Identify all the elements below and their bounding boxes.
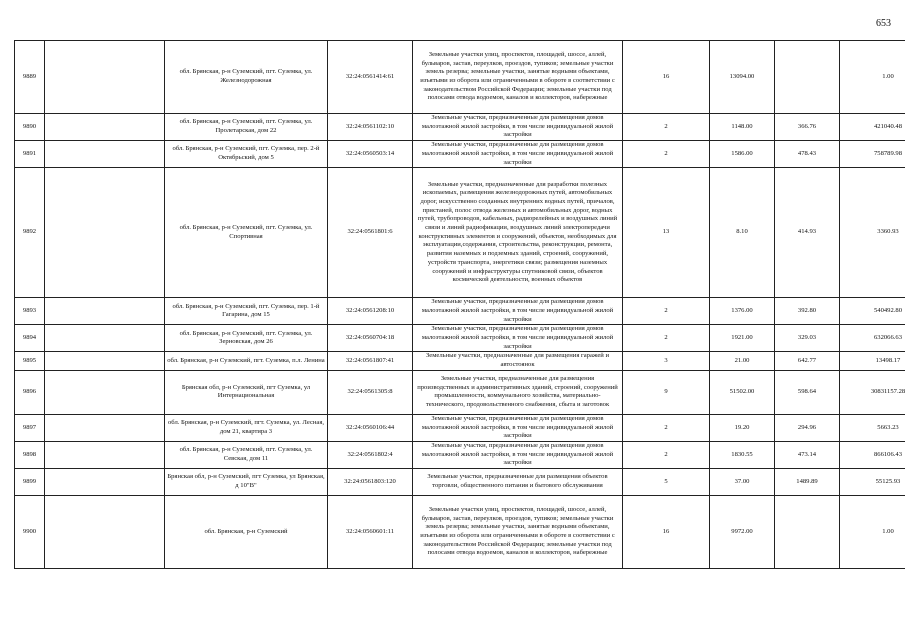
cadastral-value-cell: 421040.48: [840, 114, 905, 141]
land-use-cell: Земельные участки, предназначенные для размещения производственных и административных зданий, строений, сооружений промышленности, коммунального хозяйства, материально-технического, продовольственного снабжения, сбыта и заготовок: [413, 370, 623, 414]
row-number: 9897: [15, 414, 45, 441]
area-cell: 1376.00: [710, 298, 775, 325]
address-cell: обл. Брянская, р-н Суземский, пгт. Суземка, пер. 2-й Октябрьский, дом 5: [165, 141, 328, 168]
table-row: [15, 114, 905, 141]
land-use-cell: Земельные участки, предназначенные для разработки полезных ископаемых, размещения железнодорожных путей, автомобильных дорог, искусственно созданных внутренних водных путей, причалов, пристаней, полос отвода железных и автомобильных дорог, водных путей, трубопроводов, кабельных, радиорелейных и воздушных линий связи и линий радиофикации, воздушных линий электропередачи конструктивных элементов и сооружений, объектов, необходимых для эксплуатации,содержания, строительства, реконструкции, ремонта, развития наземных и подземных зданий, строений, сооружений, устройств транспорта, энергетики связи; размещения наземных сооружений и инфраструктуры спутниковой связи, объектов космической деятельности, военных объектов: [413, 168, 623, 298]
address-cell: обл. Брянская, р-н Суземский, пгт. Суземка, ул. Железнодорожная: [165, 41, 328, 114]
cadastral-number-cell: 32:24:0560503:14: [328, 141, 413, 168]
specific-value-cell: 329.03: [775, 325, 840, 352]
address-cell: Брянская обл, р-н Суземский, пгт Суземка, ул Брянская, д 10"В": [165, 469, 328, 496]
specific-value-cell: 1489.89: [775, 469, 840, 496]
land-use-cell: Земельные участки улиц, проспектов, площадей, шоссе, аллей, бульваров, застав, переулков, проездов, тупиков; земельные участки земель резерва; земельные участки, занятые водными объектами, изъятыми из оборота или ограниченными в обороте в соответствии с законодательством Российской Федерации; земельные участки под полосами отвода водоемов, каналов и коллекторов, набережные: [413, 41, 623, 114]
blank-cell: [45, 114, 165, 141]
table-row: [15, 325, 905, 352]
blank-cell: [45, 325, 165, 352]
land-use-cell: Земельные участки, предназначенные для размещения домов малоэтажной жилой застройки, в том числе индивидуальной жилой застройки: [413, 441, 623, 468]
group-number-cell: 2: [623, 141, 710, 168]
land-use-cell: Земельные участки, предназначенные для размещения домов малоэтажной жилой застройки, в том числе индивидуальной жилой застройки: [413, 298, 623, 325]
land-use-cell: Земельные участки, предназначенные для размещения домов малоэтажной жилой застройки, в том числе индивидуальной жилой застройки: [413, 414, 623, 441]
cadastral-number-cell: 32:24:0561801:6: [328, 168, 413, 298]
cadastral-value-cell: 866106.43: [840, 441, 905, 468]
blank-cell: [45, 441, 165, 468]
land-use-cell: Земельные участки, предназначенные для размещения объектов торговли, общественного питания и бытового обслуживания: [413, 469, 623, 496]
specific-value-cell: [775, 496, 840, 569]
row-number: 9896: [15, 370, 45, 414]
cadastral-value-cell: 30831157.28: [840, 370, 905, 414]
cadastral-number-cell: 32:24:0561803:120: [328, 469, 413, 496]
area-cell: 1921.00: [710, 325, 775, 352]
land-use-cell: Земельные участки, предназначенные для размещения домов малоэтажной жилой застройки, в том числе индивидуальной жилой застройки: [413, 325, 623, 352]
cadastral-number-cell: 32:24:0561305:8: [328, 370, 413, 414]
cadastral-number-cell: 32:24:0560601:11: [328, 496, 413, 569]
cadastral-value-cell: 3360.93: [840, 168, 905, 298]
blank-cell: [45, 496, 165, 569]
row-number: 9889: [15, 41, 45, 114]
blank-cell: [45, 370, 165, 414]
cadastral-number-cell: 32:24:0561807:41: [328, 352, 413, 370]
address-cell: обл. Брянская, р-н Суземский, пгт. Суземка, ул. Севская, дом 11: [165, 441, 328, 468]
row-number: 9895: [15, 352, 45, 370]
cadastral-number-cell: 32:24:0560106:44: [328, 414, 413, 441]
cadastral-number-cell: 32:24:0561208:10: [328, 298, 413, 325]
land-use-cell: Земельные участки улиц, проспектов, площадей, шоссе, аллей, бульваров, застав, переулков, проездов, тупиков; земельные участки земель резерва; земельные участки, занятые водными объектами, изъятыми из оборота или ограниченными в обороте в соответствии с законодательством Российской Федерации; земельные участки под полосами отвода водоемов, каналов и коллекторов, набережные: [413, 496, 623, 569]
specific-value-cell: 478.43: [775, 141, 840, 168]
area-cell: 1830.55: [710, 441, 775, 468]
group-number-cell: 2: [623, 114, 710, 141]
cadastral-value-cell: 5663.23: [840, 414, 905, 441]
group-number-cell: 16: [623, 41, 710, 114]
row-number: 9898: [15, 441, 45, 468]
area-cell: 1148.00: [710, 114, 775, 141]
address-cell: обл. Брянская, р-н Суземский, пгт. Суземка, п.л. Ленина: [165, 352, 328, 370]
specific-value-cell: 366.76: [775, 114, 840, 141]
row-number: 9890: [15, 114, 45, 141]
area-cell: 19.20: [710, 414, 775, 441]
group-number-cell: 2: [623, 414, 710, 441]
specific-value-cell: 642.77: [775, 352, 840, 370]
cadastral-number-cell: 32:24:0560704:18: [328, 325, 413, 352]
area-cell: 51502.00: [710, 370, 775, 414]
table-body: [15, 41, 905, 569]
address-cell: обл. Брянская, р-н Суземский, пгт. Суземка, ул. Спортивная: [165, 168, 328, 298]
table-row: [15, 41, 905, 114]
specific-value-cell: 294.96: [775, 414, 840, 441]
specific-value-cell: [775, 41, 840, 114]
group-number-cell: 5: [623, 469, 710, 496]
cadastral-value-cell: 55125.93: [840, 469, 905, 496]
specific-value-cell: 414.93: [775, 168, 840, 298]
group-number-cell: 2: [623, 298, 710, 325]
cadastral-number-cell: 32:24:0561802:4: [328, 441, 413, 468]
area-cell: 21.00: [710, 352, 775, 370]
cadastral-value-cell: 13498.17: [840, 352, 905, 370]
row-number: 9894: [15, 325, 45, 352]
blank-cell: [45, 414, 165, 441]
table-row: [15, 414, 905, 441]
table-row: [15, 496, 905, 569]
area-cell: 1586.00: [710, 141, 775, 168]
blank-cell: [45, 141, 165, 168]
table-row: [15, 141, 905, 168]
table-row: [15, 168, 905, 298]
address-cell: обл. Брянская, р-н Суземский, пгт. Суземка, ул. Зерновская, дом 26: [165, 325, 328, 352]
page-number: 653: [876, 18, 891, 29]
area-cell: 37.00: [710, 469, 775, 496]
address-cell: обл. Брянская, р-н Суземский, пгт. Суземка, пер. 1-й Гагарина, дом 15: [165, 298, 328, 325]
cadastral-value-cell: 1.00: [840, 496, 905, 569]
group-number-cell: 3: [623, 352, 710, 370]
area-cell: 13094.00: [710, 41, 775, 114]
table-row: [15, 298, 905, 325]
cadastral-number-cell: 32:24:0561102:10: [328, 114, 413, 141]
land-use-cell: Земельные участки, предназначенные для размещения домов малоэтажной жилой застройки, в том числе индивидуальной жилой застройки: [413, 141, 623, 168]
group-number-cell: 9: [623, 370, 710, 414]
blank-cell: [45, 298, 165, 325]
cadastral-number-cell: 32:24:0561414:61: [328, 41, 413, 114]
specific-value-cell: 598.64: [775, 370, 840, 414]
cadastral-value-cell: 758789.98: [840, 141, 905, 168]
table-row: [15, 370, 905, 414]
address-cell: обл. Брянская, р-н Суземский, пгт. Суземка, ул. Пролетарская, дом 22: [165, 114, 328, 141]
table-row: [15, 441, 905, 468]
area-cell: 8.10: [710, 168, 775, 298]
group-number-cell: 2: [623, 441, 710, 468]
blank-cell: [45, 41, 165, 114]
specific-value-cell: 473.14: [775, 441, 840, 468]
blank-cell: [45, 168, 165, 298]
group-number-cell: 13: [623, 168, 710, 298]
address-cell: обл. Брянская, р-н Суземский: [165, 496, 328, 569]
row-number: 9892: [15, 168, 45, 298]
cadastral-value-cell: 540492.80: [840, 298, 905, 325]
blank-cell: [45, 352, 165, 370]
row-number: 9899: [15, 469, 45, 496]
land-use-cell: Земельные участки, предназначенные для размещения домов малоэтажной жилой застройки, в том числе индивидуальной жилой застройки: [413, 114, 623, 141]
row-number: 9900: [15, 496, 45, 569]
row-number: 9893: [15, 298, 45, 325]
specific-value-cell: 392.80: [775, 298, 840, 325]
row-number: 9891: [15, 141, 45, 168]
table-row: [15, 352, 905, 370]
cadastral-value-cell: 1.00: [840, 41, 905, 114]
group-number-cell: 16: [623, 496, 710, 569]
area-cell: 9972.00: [710, 496, 775, 569]
address-cell: обл. Брянская, р-н Суземский, пгт. Суземка, ул. Лесная, дом 21, квартира 3: [165, 414, 328, 441]
address-cell: Брянская обл, р-н Суземский, пгт Суземка, ул Интернациональная: [165, 370, 328, 414]
land-use-cell: Земельные участки, предназначенные для размещения гаражей и автостоянок: [413, 352, 623, 370]
group-number-cell: 2: [623, 325, 710, 352]
table-row: [15, 469, 905, 496]
blank-cell: [45, 469, 165, 496]
land-registry-table: [14, 40, 905, 569]
cadastral-value-cell: 632066.63: [840, 325, 905, 352]
